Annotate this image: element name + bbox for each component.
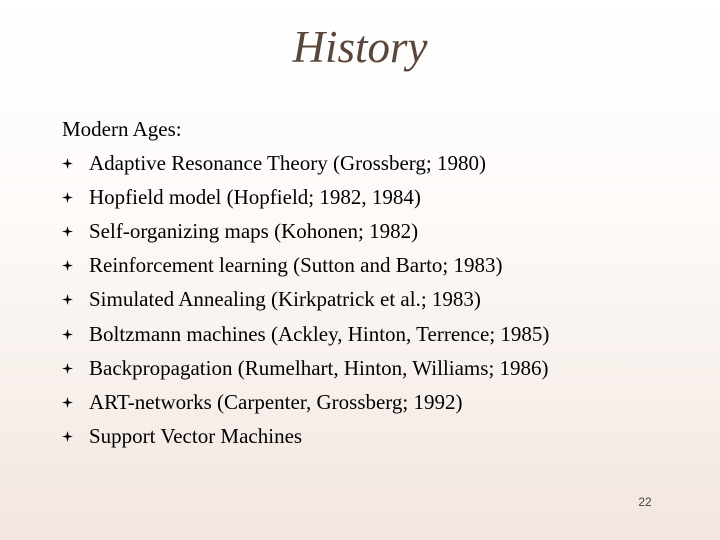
star-bullet-icon (62, 260, 89, 271)
list-item (62, 385, 682, 419)
slide-content (62, 112, 682, 454)
list-item-text: Backpropagation (Rumelhart, Hinton, Williams; 1986) (89, 355, 549, 380)
page-number: 22 (638, 495, 652, 509)
slide-title: History (292, 22, 428, 72)
bullet-list (62, 146, 682, 454)
star-bullet-icon (62, 294, 89, 305)
star-bullet-icon (62, 363, 89, 374)
list-item-text: Hopfield model (Hopfield; 1982, 1984) (89, 184, 421, 209)
list-item (62, 317, 682, 351)
list-item (62, 180, 682, 214)
list-item (62, 351, 682, 385)
section-heading: Modern Ages: (62, 117, 182, 141)
list-item-text: Self-organizing maps (Kohonen; 1982) (89, 218, 419, 243)
list-item (62, 249, 682, 283)
list-item-text: Adaptive Resonance Theory (Grossberg; 1980) (89, 150, 486, 175)
star-bullet-icon (62, 397, 89, 408)
list-item-text: Support Vector Machines (89, 424, 303, 449)
star-bullet-icon (62, 329, 89, 340)
list-item (62, 420, 682, 454)
list-item-text: Simulated Annealing (Kirkpatrick et al.; 1983) (89, 287, 481, 312)
star-bullet-icon (62, 431, 89, 442)
star-bullet-icon (62, 158, 89, 169)
list-item-text: Boltzmann machines (Ackley, Hinton, Terrence; 1985) (89, 321, 550, 346)
list-item-text: Reinforcement learning (Sutton and Barto; 1983) (89, 253, 503, 278)
list-item (62, 146, 682, 180)
list-item (62, 283, 682, 317)
star-bullet-icon (62, 226, 89, 237)
star-bullet-icon (62, 192, 89, 203)
list-item (62, 214, 682, 248)
list-item-text: ART-networks (Carpenter, Grossberg; 1992) (89, 389, 463, 414)
